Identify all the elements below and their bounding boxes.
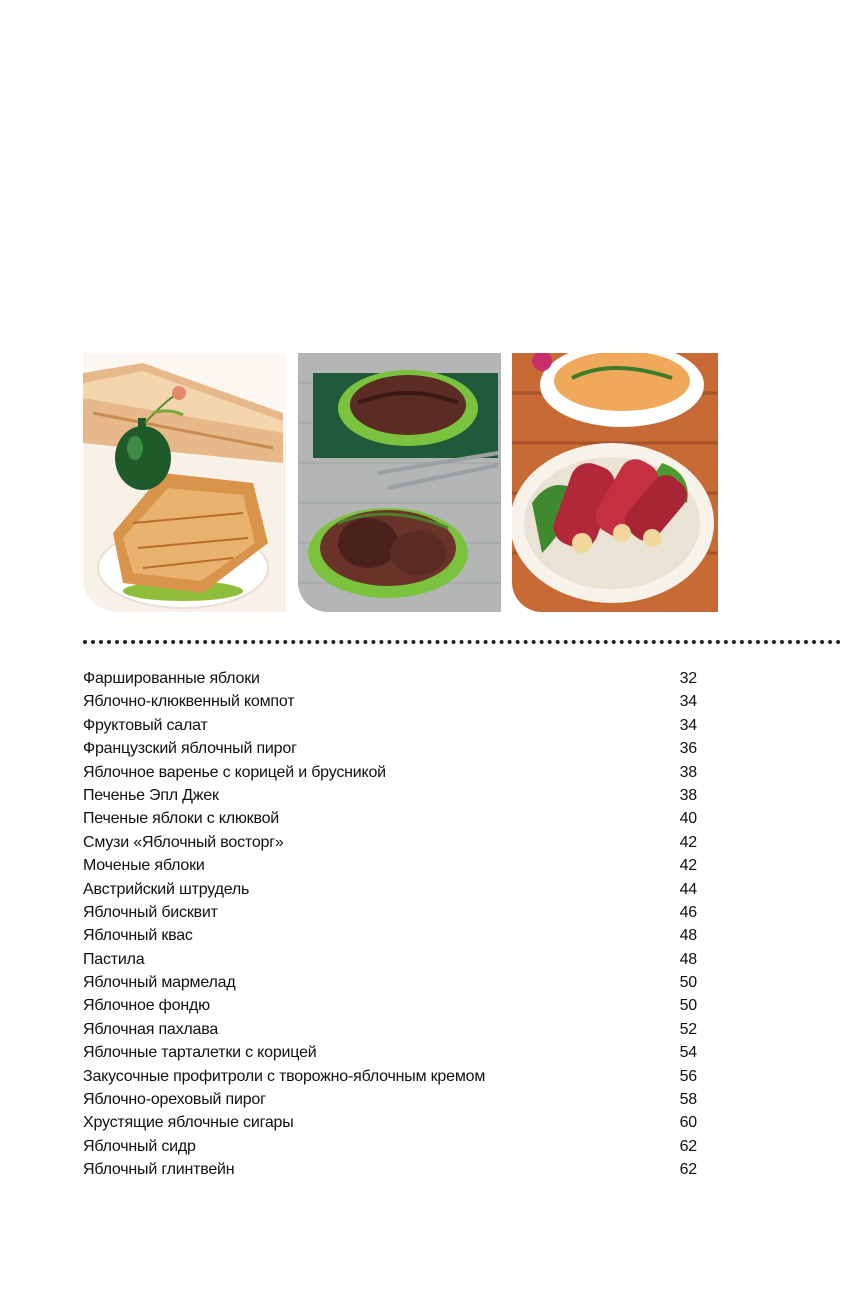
toc-entry-page: 42 [679, 833, 697, 851]
toc-entry-title: Смузи «Яблочный восторг» [83, 833, 284, 851]
pakhlava-pastry-illustration [83, 353, 286, 612]
toc-entry[interactable] [83, 924, 703, 947]
toc-entry-page: 52 [679, 1020, 697, 1038]
photo-row [83, 353, 718, 612]
toc-entry-page: 58 [679, 1091, 697, 1109]
toc-entry[interactable] [83, 1018, 703, 1041]
table-of-contents [83, 667, 703, 1182]
toc-entry[interactable] [83, 994, 703, 1017]
toc-entry-title: Яблочно-клюквенный компот [83, 693, 295, 711]
toc-entry[interactable] [83, 1088, 703, 1111]
toc-entry[interactable] [83, 1041, 703, 1064]
toc-entry-title: Яблочный мармелад [83, 974, 236, 992]
toc-entry-title: Яблочный сидр [83, 1137, 196, 1155]
toc-entry[interactable] [83, 761, 703, 784]
toc-entry-page: 36 [679, 740, 697, 758]
toc-entry-page: 54 [679, 1044, 697, 1062]
toc-entry-page: 38 [679, 786, 697, 804]
prosciutto-rolls-illustration [512, 353, 718, 612]
toc-entry-page: 48 [679, 927, 697, 945]
toc-entry-title: Пастила [83, 950, 145, 968]
toc-entry-title: Яблочное варенье с корицей и брусникой [83, 763, 386, 781]
toc-entry-title: Фруктовый салат [83, 716, 208, 734]
toc-entry[interactable] [83, 690, 703, 713]
meat-roll-photo [298, 353, 501, 612]
dotted-divider [83, 640, 841, 644]
toc-entry[interactable] [83, 971, 703, 994]
toc-entry[interactable] [83, 948, 703, 971]
toc-entry-title: Яблочное фондю [83, 997, 210, 1015]
toc-entry-title: Яблочный квас [83, 927, 193, 945]
toc-entry[interactable] [83, 854, 703, 877]
pakhlava-pastry-photo [83, 353, 286, 612]
toc-entry-page: 34 [679, 716, 697, 734]
toc-entry-title: Яблочные тарталетки с корицей [83, 1044, 317, 1062]
toc-entry[interactable] [83, 831, 703, 854]
toc-entry[interactable] [83, 1111, 703, 1134]
toc-entry-page: 48 [679, 950, 697, 968]
toc-entry-title: Хрустящие яблочные сигары [83, 1114, 294, 1132]
toc-entry-page: 38 [679, 763, 697, 781]
toc-entry-title: Яблочный глинтвейн [83, 1161, 235, 1179]
toc-entry[interactable] [83, 1135, 703, 1158]
prosciutto-rolls-photo [512, 353, 718, 612]
toc-entry-page: 44 [679, 880, 697, 898]
toc-entry[interactable] [83, 1158, 703, 1181]
toc-entry-title: Яблочная пахлава [83, 1020, 219, 1038]
toc-entry-page: 32 [679, 670, 697, 687]
toc-entry[interactable] [83, 784, 703, 807]
toc-entry[interactable] [83, 737, 703, 760]
toc-entry-title: Закусочные профитроли с творожно-яблочным кремом [83, 1067, 486, 1085]
toc-entry[interactable] [83, 714, 703, 737]
toc-entry[interactable] [83, 878, 703, 901]
toc-entry[interactable] [83, 807, 703, 830]
toc-entry-page: 40 [679, 810, 697, 828]
toc-entry-title: Печеные яблоки с клюквой [83, 810, 280, 828]
toc-entry-page: 34 [679, 693, 697, 711]
toc-entry[interactable] [83, 1065, 703, 1088]
toc-entry-title: Моченые яблоки [83, 857, 205, 875]
toc-entry-title: Яблочно-ореховый пирог [83, 1091, 266, 1109]
toc-entry[interactable] [83, 901, 703, 924]
toc-entry-page: 56 [679, 1067, 697, 1085]
toc-entry-title: Французский яблочный пирог [83, 740, 297, 758]
toc-entry-page: 62 [679, 1161, 697, 1179]
toc-entry-page: 60 [679, 1114, 697, 1132]
toc-entry-page: 42 [679, 857, 697, 875]
toc-entry-page: 50 [679, 997, 697, 1015]
toc-entry[interactable] [83, 667, 703, 690]
toc-entry-title: Фаршированные яблоки [83, 670, 260, 687]
meat-roll-illustration [298, 353, 501, 612]
toc-entry-page: 50 [679, 974, 697, 992]
toc-entry-title: Печенье Эпл Джек [83, 786, 219, 804]
toc-entry-title: Австрийский штрудель [83, 880, 250, 898]
toc-entry-page: 62 [679, 1137, 697, 1155]
toc-entry-title: Яблочный бисквит [83, 903, 218, 921]
toc-entry-page: 46 [679, 903, 697, 921]
